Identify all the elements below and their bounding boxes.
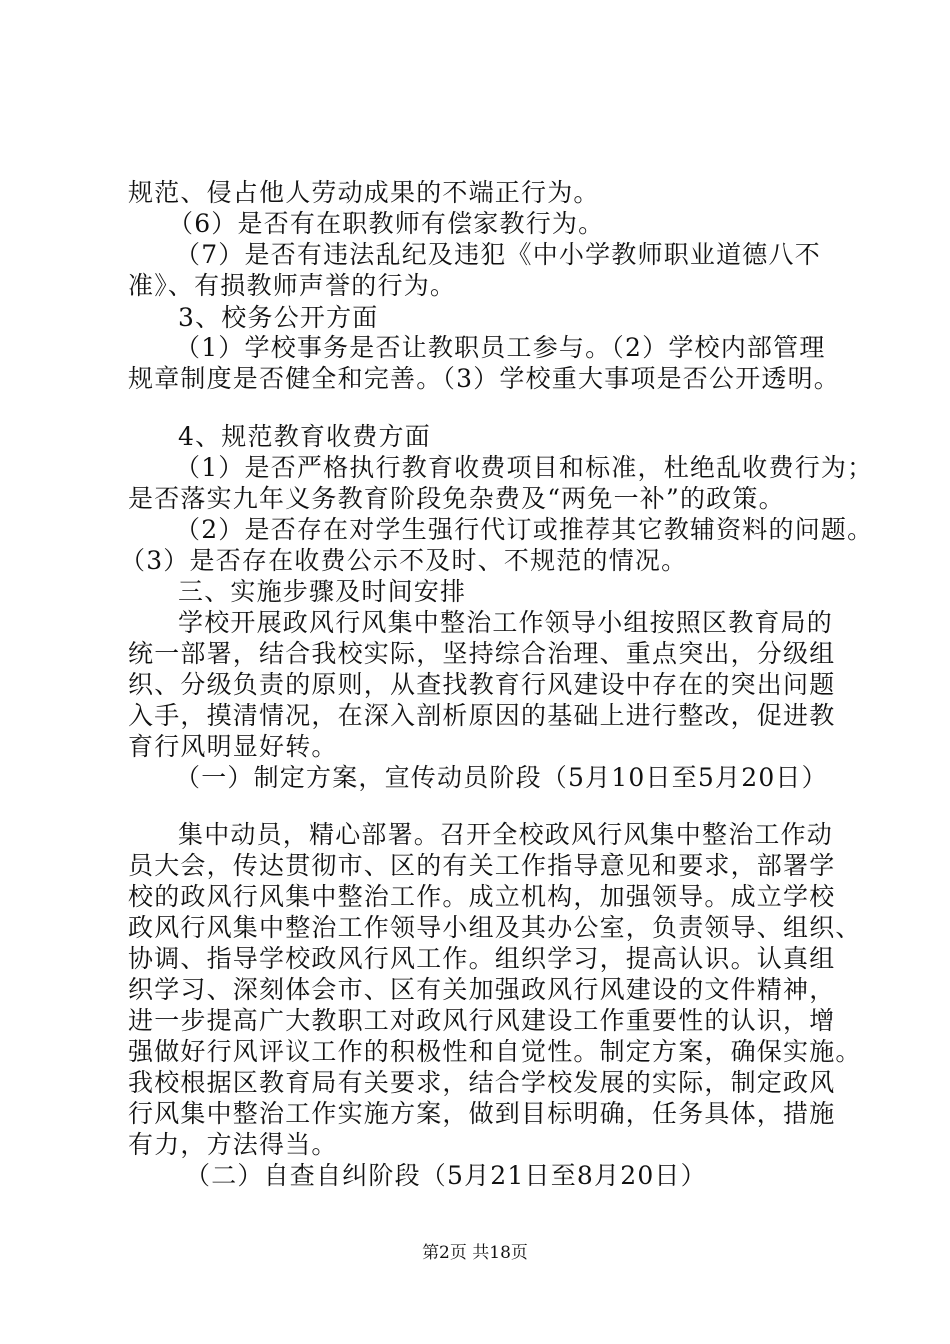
- text-line: （1）是否严格执行教育收费项目和标准，杜绝乱收费行为；: [175, 453, 874, 482]
- text-line: 校的政风行风集中整治工作。成立机构，加强领导。成立学校: [128, 882, 836, 911]
- text-line: 集中动员，精心部署。召开全校政风行风集中整治工作动: [178, 820, 834, 849]
- text-line: （7）是否有违法乱纪及违犯《中小学教师职业道德八不: [175, 240, 821, 269]
- text-line: 政风行风集中整治工作领导小组及其办公室，负责领导、组织、: [128, 913, 862, 942]
- text-line: 统一部署，结合我校实际，坚持综合治理、重点突出，分级组: [128, 639, 836, 668]
- text-line: （2）是否存在对学生强行代订或推荐其它教辅资料的问题。: [175, 515, 874, 544]
- text-line: 进一步提高广大教职工对政风行风建设工作重要性的认识，增: [128, 1006, 836, 1035]
- text-line: 学校开展政风行风集中整治工作领导小组按照区教育局的: [178, 608, 834, 637]
- text-line: 织学习、深刻体会市、区有关加强政风行风建设的文件精神，: [128, 975, 836, 1004]
- text-line: 员大会，传达贯彻市、区的有关工作指导意见和要求，部署学: [128, 851, 836, 880]
- section-heading: 4、规范教育收费方面: [178, 422, 431, 451]
- text-line: 协调、指导学校政风行风工作。组织学习，提高认识。认真组: [128, 944, 836, 973]
- text-line: 入手，摸清情况，在深入剖析原因的基础上进行整改，促进教: [128, 701, 836, 730]
- text-line: 有力，方法得当。: [128, 1130, 338, 1159]
- subsection-heading: （一）制定方案，宣传动员阶段（5月10日至5月20日）: [175, 763, 828, 792]
- text-line: （3）是否存在收费公示不及时、不规范的情况。: [120, 546, 688, 575]
- text-line: （6）是否有在职教师有偿家教行为。: [168, 209, 605, 238]
- section-heading: 三、实施步骤及时间安排: [178, 577, 467, 606]
- text-line: （1）学校事务是否让教职员工参与。（2）学校内部管理: [175, 333, 826, 362]
- text-line: 是否落实九年义务教育阶段免杂费及“两免一补”的政策。: [128, 484, 785, 513]
- text-line: 强做好行风评议工作的积极性和自觉性。制定方案，确保实施。: [128, 1037, 862, 1066]
- page-footer: 第2页 共18页: [422, 1243, 528, 1263]
- text-line: 织、分级负责的原则，从查找教育行风建设中存在的突出问题: [128, 670, 836, 699]
- section-heading: 3、校务公开方面: [178, 303, 379, 332]
- text-line: 育行风明显好转。: [128, 732, 338, 761]
- subsection-heading: （二）自查自纠阶段（5月21日至8月20日）: [185, 1161, 707, 1190]
- text-line: 行风集中整治工作实施方案，做到目标明确，任务具体，措施: [128, 1099, 836, 1128]
- text-line: 规章制度是否健全和完善。（3）学校重大事项是否公开透明。: [128, 364, 841, 393]
- text-line: 我校根据区教育局有关要求，结合学校发展的实际，制定政风: [128, 1068, 836, 1097]
- text-line: 规范、侵占他人劳动成果的不端正行为。: [128, 178, 600, 207]
- text-line: 准》、有损教师声誉的行为。: [128, 271, 457, 300]
